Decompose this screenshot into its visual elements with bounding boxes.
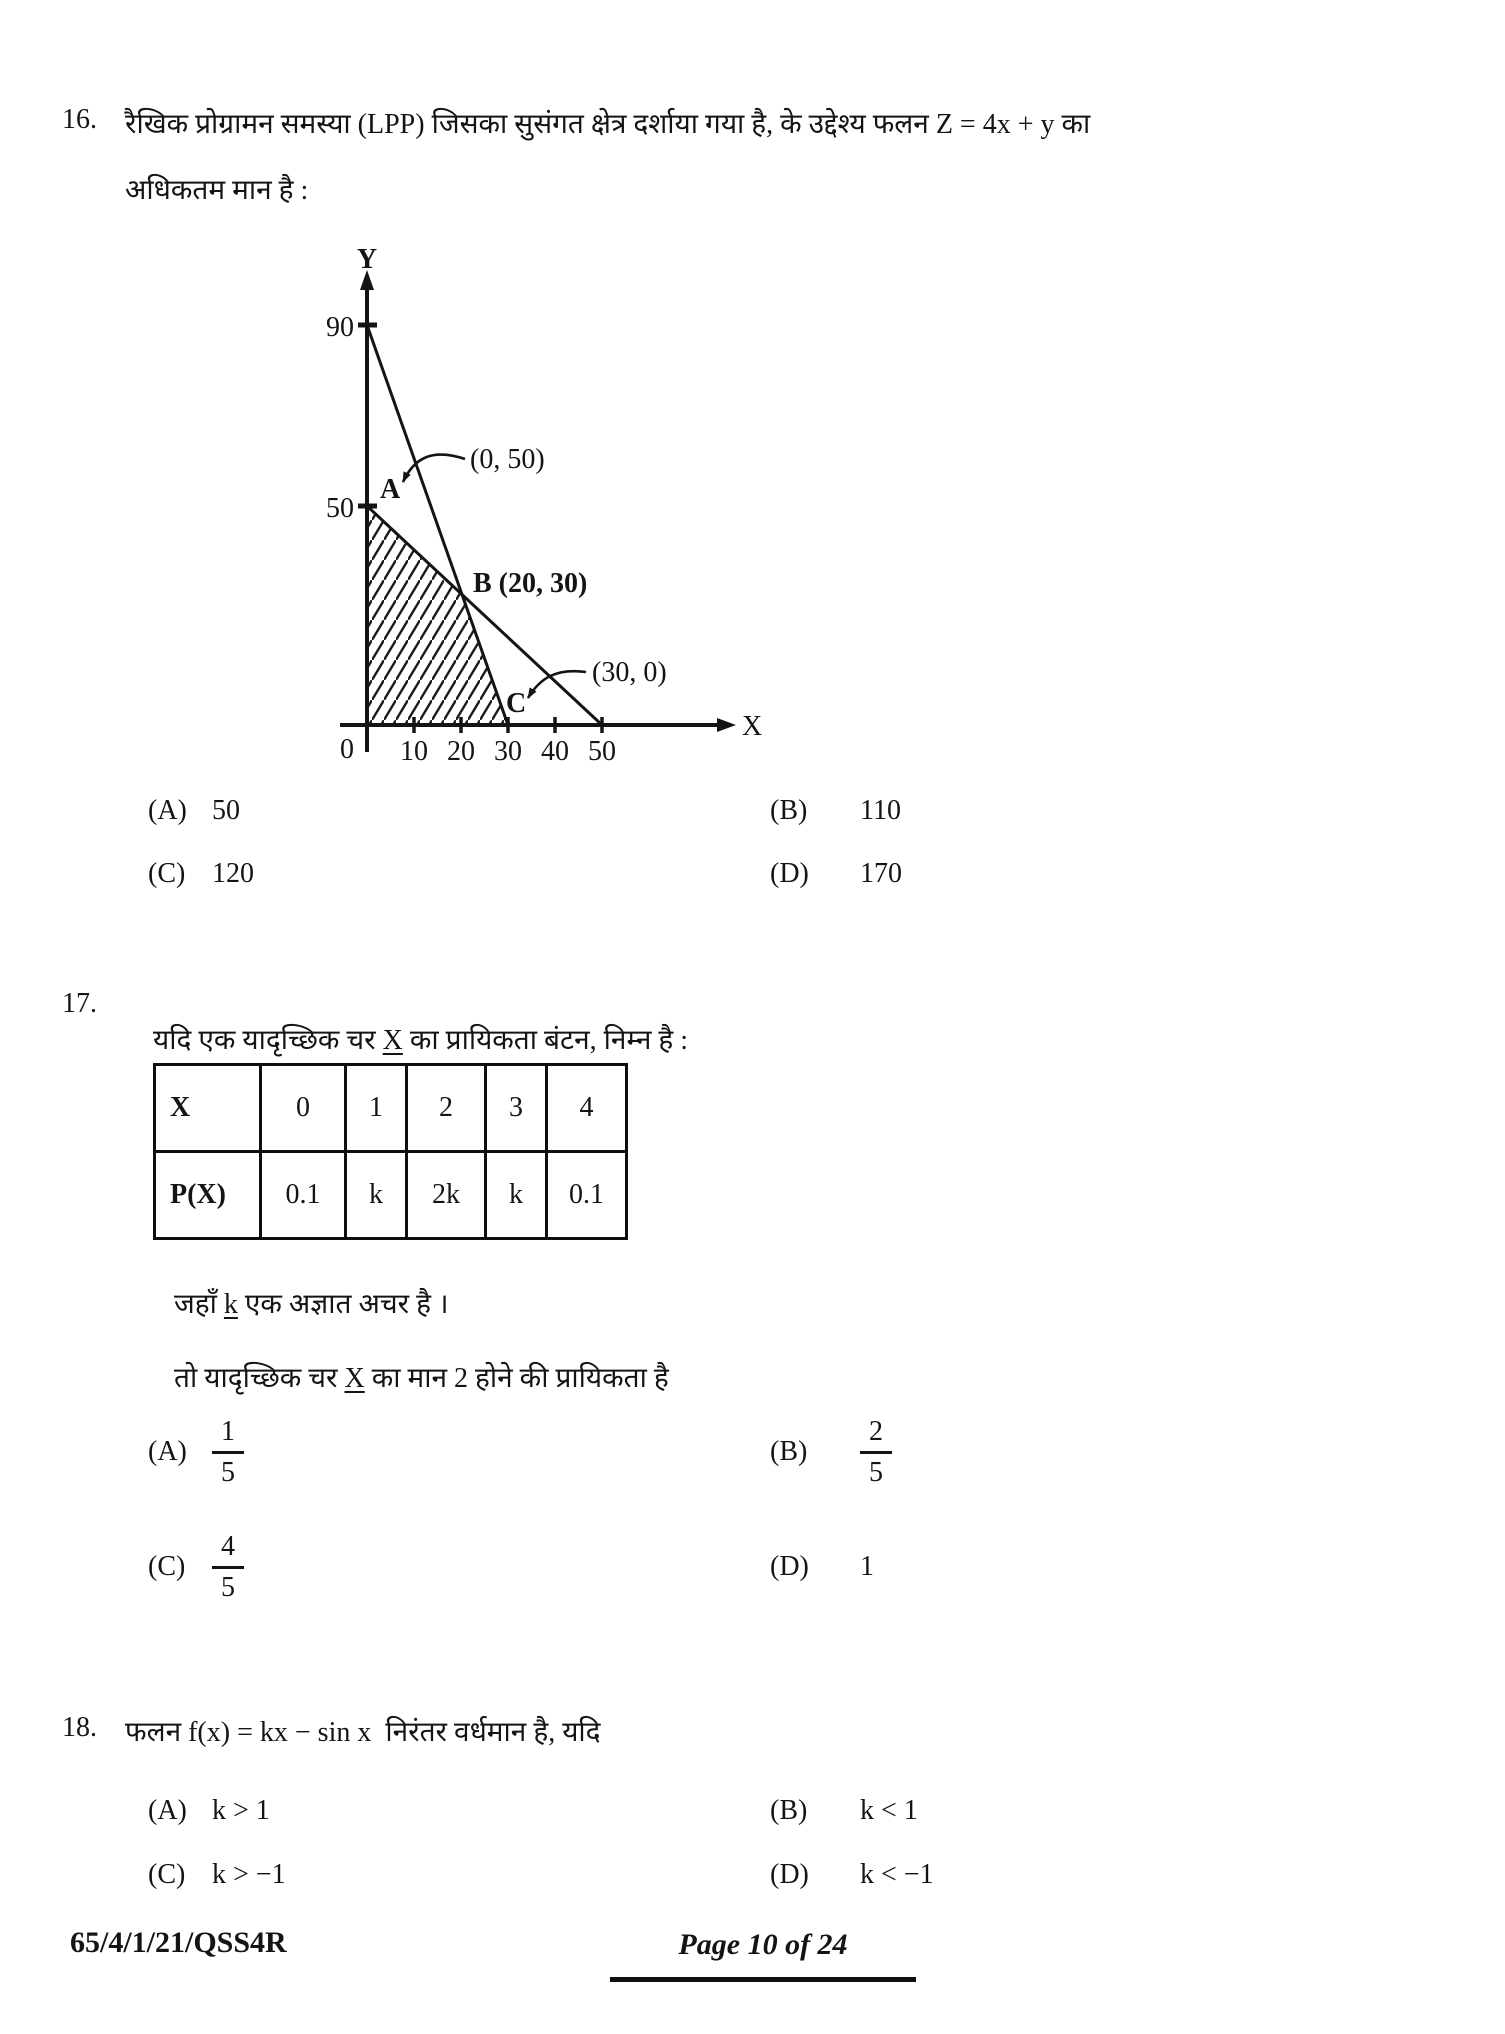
q16-number: 16.	[62, 104, 97, 135]
q16-option-c-value: 120	[212, 858, 254, 889]
point-c-label: C	[506, 688, 527, 719]
q18-option-c	[148, 1859, 286, 1891]
table-row-p	[155, 1152, 627, 1239]
q16-option-d-value: 170	[860, 858, 902, 889]
point-a-label: A	[380, 474, 401, 505]
feasible-region	[367, 506, 508, 725]
q17-option-c	[148, 1523, 244, 1611]
q18-option-b	[770, 1795, 918, 1827]
q17-option-d-value: 1	[860, 1551, 874, 1582]
q18-option-c-label: (C)	[148, 1859, 186, 1890]
table-cell: 1	[346, 1065, 407, 1152]
q18-option-d	[770, 1859, 934, 1891]
fraction-denominator: 5	[221, 1571, 235, 1603]
q17-option-b	[770, 1408, 892, 1496]
q18-option-d-label: (D)	[770, 1859, 809, 1890]
q17-ask-pre: तो यादृच्छिक चर	[174, 1363, 345, 1394]
q17-option-b-label: (B)	[770, 1436, 808, 1467]
q17-intro-var: X	[382, 1025, 403, 1056]
x-axis-arrow-icon	[717, 718, 736, 732]
lpp-feasible-region-graph	[300, 240, 770, 770]
q17-note-pre: जहाँ	[174, 1289, 224, 1320]
table-cell: 3	[486, 1065, 547, 1152]
fraction-numerator: 2	[860, 1416, 892, 1453]
q17-option-a	[148, 1408, 244, 1496]
q16-option-c-label: (C)	[148, 858, 186, 889]
fraction-denominator: 5	[869, 1456, 883, 1488]
x-axis-label: X	[742, 711, 763, 742]
q17-intro-pre: यदि एक यादृच्छिक चर	[153, 1025, 383, 1056]
table-cell: 0.1	[547, 1152, 627, 1239]
fraction-denominator: 5	[221, 1456, 235, 1488]
table-cell: 0.1	[261, 1152, 346, 1239]
q18-option-b-value: k < 1	[860, 1795, 918, 1826]
q17-ask-var: X	[344, 1363, 365, 1394]
q17-intro-post: का प्रायिकता बंटन, निम्न है :	[402, 1025, 689, 1056]
footer-paper-code: 65/4/1/21/QSS4R	[70, 1926, 287, 1959]
table-cell: 4	[547, 1065, 627, 1152]
table-cell: 0	[261, 1065, 346, 1152]
annotation-arrow-to-a	[403, 455, 465, 482]
q18-option-d-value: k < −1	[860, 1859, 934, 1890]
q18-number: 18.	[62, 1712, 97, 1743]
footer-page-number: Page 10 of 24	[678, 1928, 848, 1961]
table-cell: 2	[407, 1065, 486, 1152]
x-tick-10-label: 10	[400, 736, 428, 767]
x-tick-30-label: 30	[494, 736, 522, 767]
fraction-numerator: 1	[212, 1416, 244, 1453]
q18-option-a	[148, 1795, 270, 1827]
table-cell: P(X)	[155, 1152, 261, 1239]
q18-text: फलन f(x) = kx − sin x निरंतर वर्धमान है, यदि	[125, 1717, 601, 1748]
q17-option-a-label: (A)	[148, 1436, 187, 1467]
q18-option-c-value: k > −1	[212, 1859, 286, 1890]
q17-note-var: k	[223, 1289, 238, 1320]
q16-option-a-value: 50	[212, 795, 240, 826]
q16-option-a-label: (A)	[148, 795, 187, 826]
fraction-numerator: 4	[212, 1531, 244, 1568]
table-cell: k	[486, 1152, 547, 1239]
q16-option-b-value: 110	[860, 795, 901, 826]
q17-number: 17.	[62, 988, 97, 1019]
y-tick-90-label: 90	[326, 312, 354, 343]
q16-text-line2: अधिकतम मान है :	[125, 175, 309, 206]
origin-label: 0	[340, 734, 354, 765]
q18-option-b-label: (B)	[770, 1795, 808, 1826]
table-cell: 2k	[407, 1152, 486, 1239]
q16-option-d	[770, 858, 902, 890]
y-axis-label: Y	[356, 244, 378, 275]
q16-option-a	[148, 795, 240, 827]
q17-option-c-label: (C)	[148, 1551, 186, 1582]
table-row-x	[155, 1065, 627, 1152]
q18-option-a-label: (A)	[148, 1795, 187, 1826]
q17-option-c-fraction	[212, 1531, 244, 1603]
q17-note-post: एक अज्ञात अचर है ।	[237, 1289, 449, 1320]
q17-option-d-label: (D)	[770, 1551, 809, 1582]
point-b-label: B (20, 30)	[473, 568, 588, 599]
table-cell: k	[346, 1152, 407, 1239]
x-tick-20-label: 20	[447, 736, 475, 767]
y-tick-50-label: 50	[326, 493, 354, 524]
annotation-30-0: (30, 0)	[592, 657, 667, 688]
q17-ask-post: का मान 2 होने की प्रायिकता है	[364, 1363, 669, 1394]
q17-option-a-fraction	[212, 1416, 244, 1488]
annotation-0-50: (0, 50)	[470, 444, 545, 475]
q18-option-a-value: k > 1	[212, 1795, 270, 1826]
table-cell: X	[155, 1065, 261, 1152]
q17-option-b-fraction	[860, 1416, 892, 1488]
x-tick-50-label: 50	[588, 736, 616, 767]
x-tick-40-label: 40	[541, 736, 569, 767]
q16-option-d-label: (D)	[770, 858, 809, 889]
q16-option-c	[148, 858, 254, 890]
probability-table	[153, 1063, 628, 1240]
q17-option-d	[770, 1523, 874, 1611]
q16-option-b	[770, 795, 901, 827]
q16-text-line1: रैखिक प्रोग्रामन समस्या (LPP) जिसका सुसंगत क्षेत्र दर्शाया गया है, के उद्देश्य फलन Z = 4x + y का	[125, 109, 1091, 140]
q16-option-b-label: (B)	[770, 795, 808, 826]
footer-underline	[610, 1977, 916, 1982]
